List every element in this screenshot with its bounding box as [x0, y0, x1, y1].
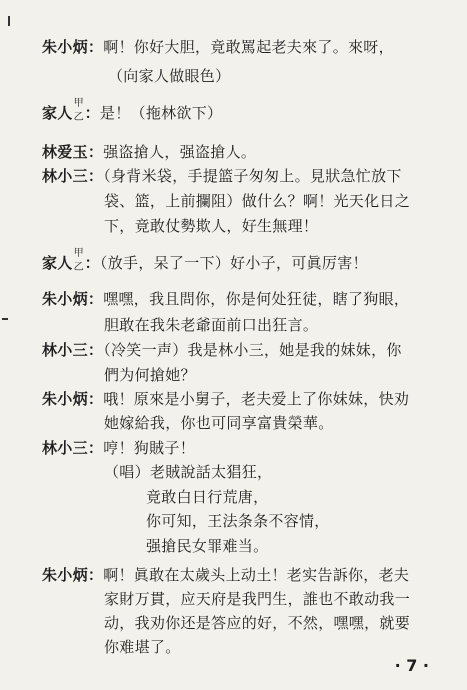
speaker-name: 朱小炳：	[42, 290, 104, 308]
speaker-name: 林小三：	[42, 167, 104, 185]
song-line	[146, 488, 268, 506]
dialogue-line	[42, 341, 402, 359]
speaker-colon: ：	[84, 104, 100, 122]
dialogue-line	[104, 614, 410, 632]
speaker-name: 林爱玉：	[42, 143, 104, 161]
line-text: 她嫁給我，你也可同享富貴榮華。	[104, 414, 334, 432]
line-text: （唱）老賊說話太猖狂，	[104, 463, 273, 481]
line-text: 哦！原來是小舅子，老夫爱上了你妹妹，快劝	[103, 390, 410, 408]
line-text: 你难堪了。	[104, 638, 181, 656]
line-text: 下，竟敢仗勢欺人，好生無理！	[104, 217, 319, 235]
dialogue-line	[42, 143, 256, 161]
speaker-stack-bottom: 乙	[73, 262, 84, 273]
line-text: 哼！狗賊子！	[103, 439, 196, 457]
speaker-name: 林小三：	[42, 341, 104, 359]
page-number: · 7 ·	[394, 656, 429, 675]
dialogue-line	[104, 414, 334, 432]
line-text: 是！（拖林欲下）	[99, 104, 223, 122]
line-text: 們为何搶她？	[104, 366, 196, 384]
speaker-name: 家人	[42, 104, 73, 122]
line-text: 袋、篮，上前攔阻）做什么？啊！光天化日之	[104, 192, 411, 210]
speaker-stack	[73, 98, 85, 123]
line-text: （冷笑一声）我是林小三，她是我的妹妹，你	[103, 341, 402, 359]
speaker-colon: ：	[84, 254, 100, 272]
song-line	[104, 463, 272, 481]
speaker-stack	[73, 248, 85, 273]
speaker-name: 家人	[42, 254, 73, 272]
dialogue-line	[42, 439, 195, 457]
dialogue-line	[42, 390, 409, 408]
song-line	[146, 512, 330, 530]
dialogue-line	[104, 590, 410, 608]
dialogue-line	[42, 248, 368, 273]
speaker-stack-top: 甲	[73, 248, 84, 259]
speaker-name: 朱小炳：	[42, 566, 104, 584]
dialogue-line	[104, 316, 318, 334]
dialogue-line	[42, 167, 402, 185]
line-text: 胆敢在我朱老爺面前口出狂言。	[104, 316, 319, 334]
speaker-name: 林小三：	[42, 439, 104, 457]
line-text: （身背米袋，手提篮子匆匆上。見狀急忙放下	[103, 167, 402, 185]
dialogue-line	[42, 98, 223, 123]
line-text: （放手，呆了一下）好小子，可眞厉害！	[99, 254, 368, 272]
speaker-stack-bottom: 乙	[73, 112, 84, 123]
dialogue-line	[104, 366, 196, 384]
song-line	[146, 537, 268, 555]
margin-tick	[8, 16, 10, 26]
line-text: 啊！眞敢在太歲头上动土！老实告訴你，老夫	[103, 566, 410, 584]
speaker-name: 朱小炳：	[42, 38, 104, 56]
line-text: 动，我劝你还是答应的好，不然，嘿嘿，就要	[104, 614, 411, 632]
line-text: 竟敢白日行荒唐，	[146, 488, 269, 506]
dialogue-line	[42, 38, 394, 56]
line-text: 强盗搶人，强盗搶人。	[103, 143, 257, 161]
line-text: 你可知，王法条条不容情，	[146, 512, 330, 530]
dialogue-line	[108, 67, 230, 85]
speaker-stack-top: 甲	[73, 98, 84, 109]
line-text: 家財万貫，应天府是我門生，誰也不敢动我一	[104, 590, 411, 608]
dialogue-line	[42, 290, 409, 308]
dialogue-line	[104, 217, 318, 235]
line-text: 强搶民女罪难当。	[146, 537, 269, 555]
margin-tick	[2, 318, 8, 320]
line-text: 嘿嘿，我且問你，你是何处狂徒，瞎了狗眼，	[103, 290, 410, 308]
line-text: （向家人做眼色）	[108, 67, 231, 85]
line-text: 啊！你好大胆，竟敢罵起老夫來了。來呀，	[103, 38, 394, 56]
speaker-name: 朱小炳：	[42, 390, 104, 408]
dialogue-line	[104, 192, 410, 210]
dialogue-line	[42, 566, 409, 584]
dialogue-line	[104, 638, 181, 656]
